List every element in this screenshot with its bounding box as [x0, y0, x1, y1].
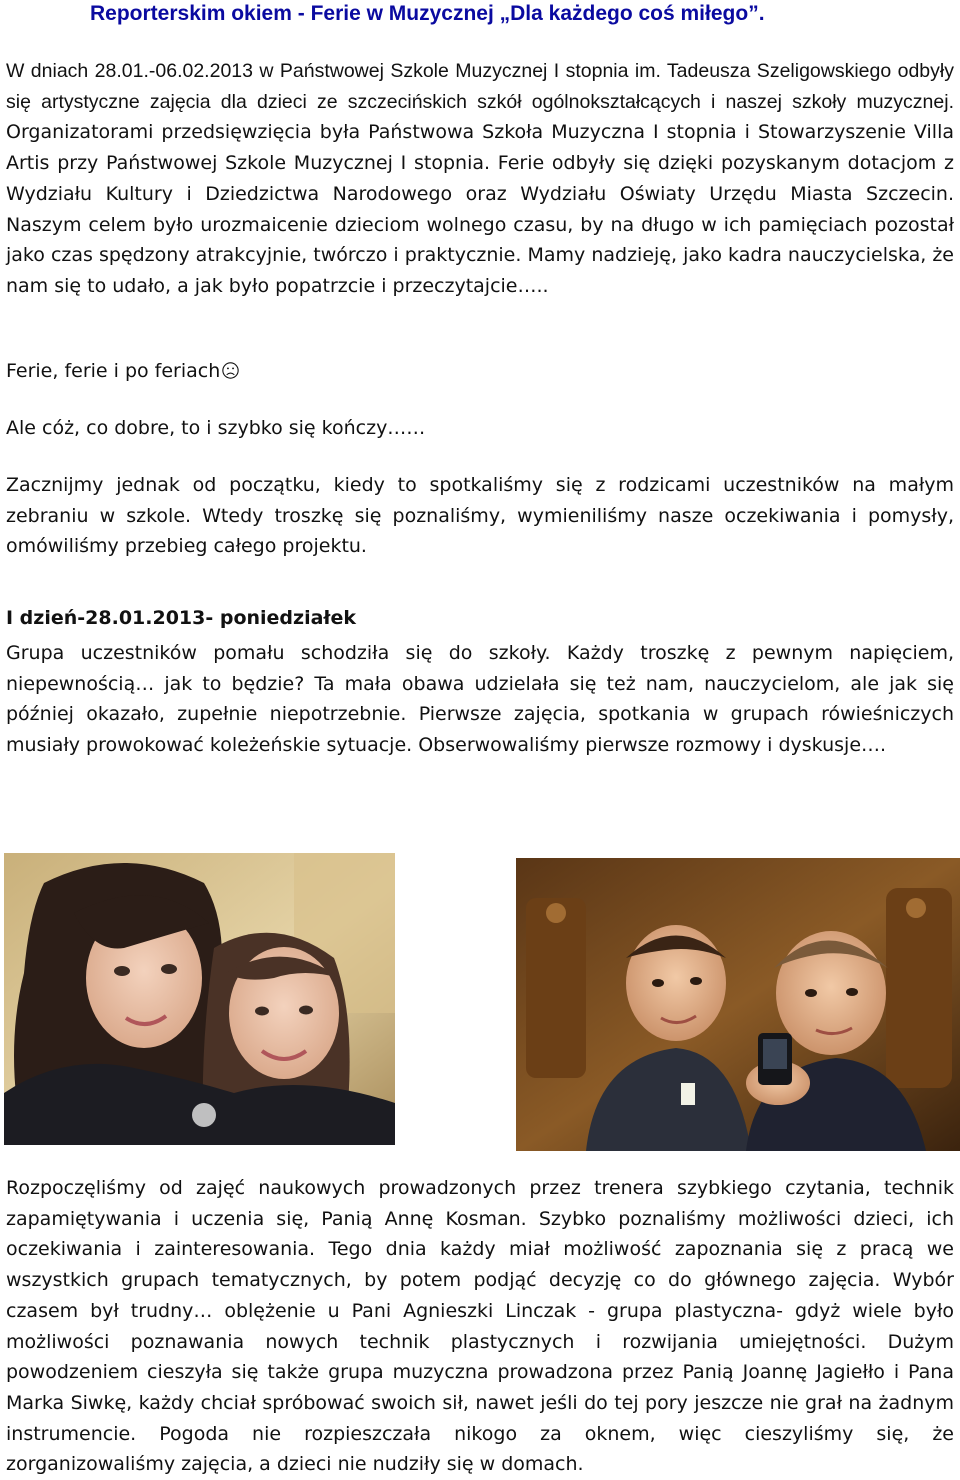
day1-heading: I dzień-28.01.2013- poniedziałek	[6, 607, 356, 629]
photo-two-boys-image	[516, 858, 960, 1151]
ale-line: Ale cóż, co dobre, to i szybko się kończy……	[6, 417, 426, 439]
ferie-line-text: Ferie, ferie i po feriach	[6, 360, 221, 382]
photo-two-girls	[4, 853, 395, 1145]
ferie-line	[6, 356, 954, 387]
day1-paragraph: Grupa uczestników pomału schodziła się do szkoły. Każdy troszkę z pewnym napięciem, niepewnością… jak to będzie? Ta mała obawa udzielała się też nam, nauczycielom, ale jak się później okazało, zupełnie niepotrzebnie. Pierwsze zajęcia, spotkania w grupach rówieśniczych musiały prowokować koleżeńskie sytuacje. Obserwowaliśmy pierwsze rozmowy i dyskusje….	[6, 642, 954, 757]
rozpoczelismy-paragraph: Rozpoczęliśmy od zajęć naukowych prowadzonych przez trenera szybkiego czytania, technik zapamiętywania i uczenia się, Panią Annę Kosman. Szybko poznaliśmy możliwości dzieci, ich oczekiwania i zainteresowania. Tego dnia każdy miał możliwość zapoznania się z pracą we wszystkich grupach tematycznych, by potem podjąć decyzję co do głównego zajęcia. Wybór czasem był trudny… oblężenie u Pani Agnieszki Linczak - grupa plastyczna- gdyż wiele było możliwości poznawania nowych technik plastycznych i rozwijania umiejętności. Dużym powodzeniem cieszyła się także grupa muzyczna prowadzona przez Panią Joannę Jagiełło i Pana Marka Siwkę, każdy chciał spróbować swoich sił, nawet jeśli do tej pory jeszcze nie grał na żadnym instrumencie. Pogoda nie rozpieszczała nikogo za oknem, więc cieszyliśmy się, że zorganizowaliśmy zajęcia, a dzieci nie nudziły się w domach.	[6, 1177, 954, 1476]
intro-rest-text: Organizatorami przedsięwzięcia była Państwowa Szkoła Muzyczna I stopnia i Stowarzyszenie Villa Artis przy Państwowej Szkole Muzycznej I stopnia. Ferie odbyły się dzięki pozyskanym dotacjom z Wydziału Kultury i Dziedzictwa Narodowego oraz Wydziału Oświaty Urzędu Miasta Szczecin. Naszym celem było urozmaicenie dzieciom wolnego czasu, by na długo w ich pamięciach pozostał jako czas spędzony atrakcyjnie, twórczo i praktycznie. Mamy nadzieję, jako kadra nauczycielska, że nam się to udało, a jak było popatrzcie i przeczytajcie…..	[6, 121, 954, 297]
zacznijmy-paragraph: Zacznijmy jednak od początku, kiedy to spotkaliśmy się z rodzicami uczestników na małym zebraniu w szkole. Wtedy troszkę się poznaliśmy, wymieniliśmy nasze oczekiwania i pomysły, omówiliśmy przebieg całego projektu.	[6, 474, 954, 558]
photo-two-boys	[516, 858, 960, 1151]
intro-paragraph	[6, 56, 954, 302]
photo-two-girls-image	[4, 853, 395, 1145]
intro-arial-text: W dniach 28.01.-06.02.2013 w Państwowej Szkole Muzycznej I stopnia im. Tadeusza Szeligowskiego odbyły się artystyczne zajęcia dla dzieci ze szczecińskich szkół ogólnokształcących i naszej szkoły muzycznej.	[6, 60, 954, 113]
document-title: Reporterskim okiem - Ferie w Muzycznej „Dla każdego coś miłego”.	[90, 2, 765, 25]
frown-face-icon	[222, 362, 239, 379]
